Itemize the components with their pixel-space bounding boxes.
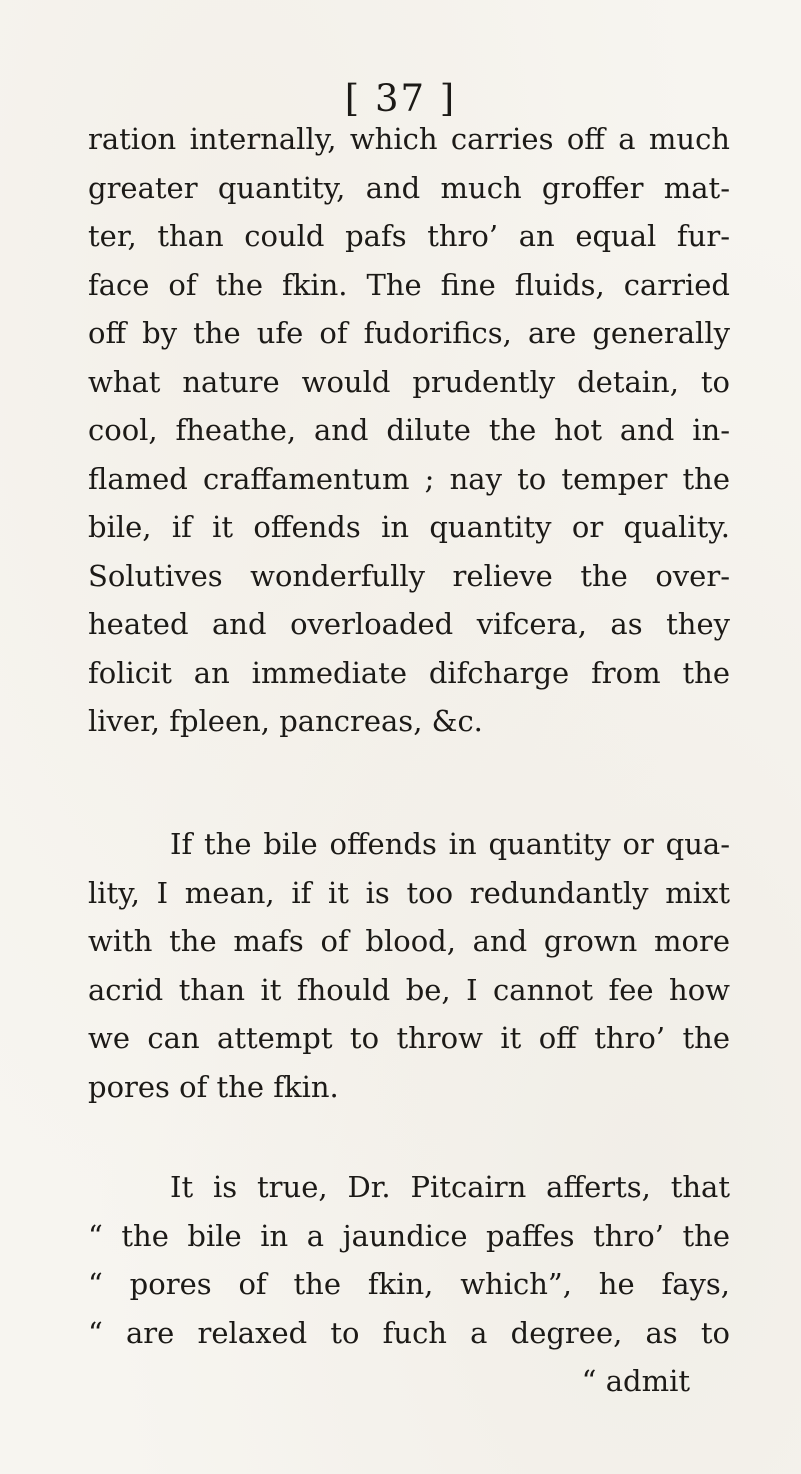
text-line: flamed craffamentum ; nay to temper the (88, 461, 730, 496)
text-line: ration internally, which carries off a much (88, 122, 730, 156)
text-line: If the bile offends in quantity or qua- (170, 827, 730, 861)
text-line: cool, fheathe, and dilute the hot and in- (88, 413, 730, 447)
text-line: acrid than it fhould be, I cannot fee how (88, 972, 730, 1007)
text-line: heated and overloaded vifcera, as they (88, 607, 730, 641)
text-line: It is true, Dr. Pitcairn afferts, that (170, 1170, 730, 1204)
text-line: what nature would prudently detain, to (88, 364, 730, 399)
paragraph-1 (88, 115, 730, 746)
text-line: folicit an immediate difcharge from the (88, 655, 730, 690)
text-line: greater quantity, and much groffer mat- (88, 170, 730, 205)
paragraph-3 (88, 1163, 730, 1406)
text-line: bile, if it offends in quantity or quality. (88, 510, 730, 544)
paragraph-2 (88, 820, 730, 1111)
text-line: pores of the fkin. (88, 1069, 339, 1104)
text-line: with the mafs of blood, and grown more (88, 924, 730, 958)
text-line: “ pores of the fkin, which”, he fays, (88, 1267, 730, 1301)
text-line: we can attempt to throw it off thro’ the (88, 1021, 730, 1055)
text-line: liver, fpleen, pancreas, &c. (88, 704, 483, 738)
text-line: ter, than could pafs thro’ an equal fur- (88, 219, 730, 253)
catchword: “ admit (581, 1364, 690, 1398)
text-line: Solutives wonderfully relieve the over- (88, 558, 730, 593)
text-line: face of the fkin. The fine fluids, carried (88, 267, 730, 302)
page-number: [ 37 ] (344, 77, 457, 120)
text-line: lity, I mean, if it is too redundantly mixt (88, 875, 730, 910)
text-line: “ are relaxed to fuch a degree, as to (88, 1315, 730, 1350)
text-line: off by the ufe of fudorifics, are generally (88, 316, 730, 350)
text-line: “ the bile in a jaundice paffes thro’ the (88, 1218, 730, 1253)
